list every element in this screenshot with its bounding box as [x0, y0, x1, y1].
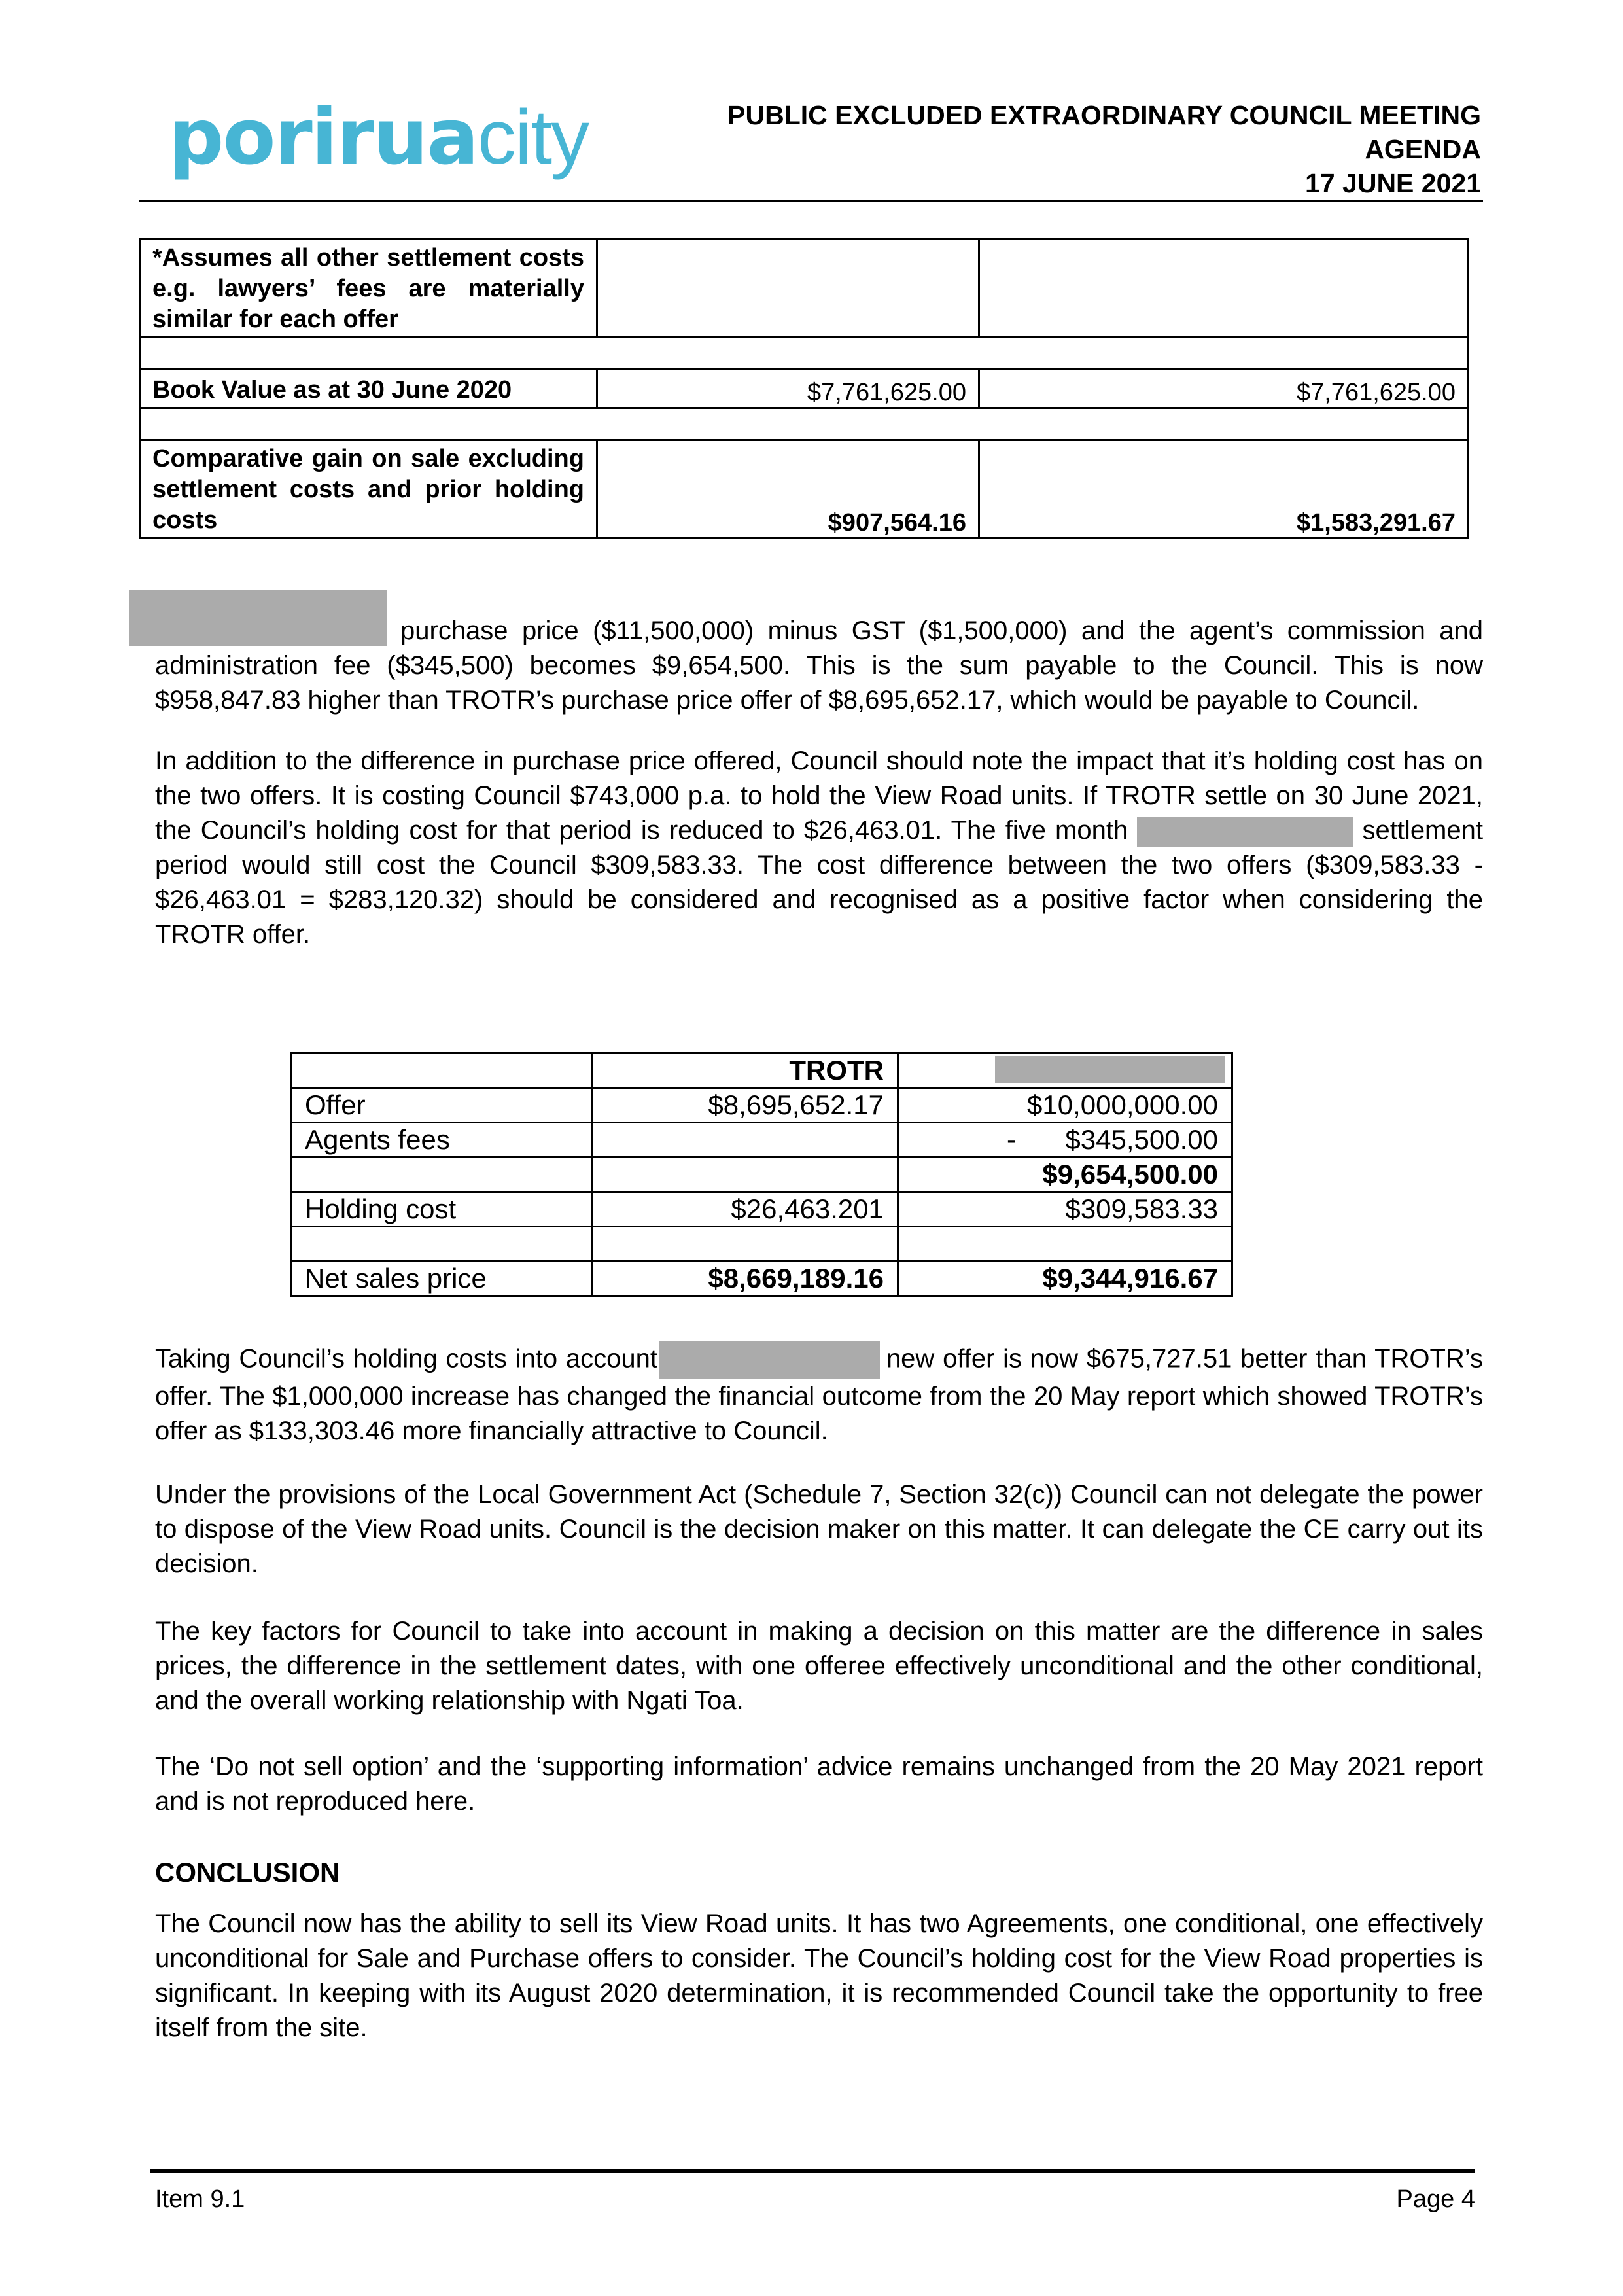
conclusion-heading: CONCLUSION — [155, 1857, 340, 1888]
redaction-block — [1137, 817, 1353, 847]
table-row-spacer — [140, 338, 1469, 370]
logo-bold-text: porirua — [169, 92, 478, 182]
comparative-gain-table — [139, 238, 1469, 539]
row-label-net-sales-price: Net sales price — [291, 1262, 593, 1296]
book-value-offer-1: $7,761,625.00 — [597, 370, 979, 408]
agenda-label: AGENDA — [1365, 134, 1481, 164]
book-value-label: Book Value as at 30 June 2020 — [140, 370, 597, 408]
paragraph-text: In addition to the difference in purchase price offered, Council should note the impact that it’s holding cost has on the two offers. It is costing Council $743,000 p.a. to hold the View Road units. If TROTR settle on 30 June 2021, the Council’s holding cost for that period is reduced to $26,463.01. The five month — [155, 747, 1483, 845]
agents-fees-value: $345,500.00 — [1065, 1124, 1218, 1155]
trotr-agents-fees — [593, 1123, 898, 1157]
paragraph-text: new offer is now $675,727.51 better than TROTR’s offer. The $1,000,000 increase has changed the financial outcome from the 20 May report which showed TROTR’s offer as $133,303.46 more financially attractive to Council. — [155, 1344, 1483, 1445]
comparative-gain-offer-2: $1,583,291.67 — [979, 440, 1469, 539]
spacer-cell — [140, 338, 1469, 370]
redaction-block — [659, 1341, 880, 1379]
logo-light-text: city — [478, 94, 589, 181]
table-header-row — [291, 1053, 1232, 1088]
footer-item-number: Item 9.1 — [155, 2185, 245, 2213]
redaction-block — [995, 1056, 1225, 1083]
comparative-gain-offer-1: $907,564.16 — [597, 440, 979, 539]
porirua-city-logo — [169, 92, 589, 182]
row-label-offer: Offer — [291, 1088, 593, 1123]
table-cell — [898, 1227, 1232, 1262]
table-row — [291, 1088, 1232, 1123]
table-cell — [593, 1227, 898, 1262]
header-trotr: TROTR — [593, 1053, 898, 1088]
minus-sign: - — [1007, 1124, 1016, 1155]
table-row-spacer — [140, 408, 1469, 440]
document-header-title — [727, 98, 1481, 200]
paragraph-local-government-act: Under the provisions of the Local Government Act (Schedule 7, Section 32(c)) Council can not delegate the power to dispose of the View Road units. Council is the decision maker on this matter. It can delegate the CE carry out its decision. — [155, 1480, 1483, 1578]
paragraph-text: Taking Council’s holding costs into account — [155, 1344, 657, 1373]
trotr-net-sales-price: $8,669,189.16 — [593, 1262, 898, 1296]
table-cell — [597, 239, 979, 338]
header-redacted-offeror — [898, 1053, 1232, 1088]
header-cell-empty — [291, 1053, 593, 1088]
row-label-holding-cost: Holding cost — [291, 1192, 593, 1227]
table-cell — [979, 239, 1469, 338]
other-agents-fees — [898, 1123, 1232, 1157]
assumption-note: *Assumes all other settlement costs e.g. lawyers’ fees are materially similar for each offer — [140, 239, 597, 338]
redaction-block — [129, 590, 387, 646]
paragraph-do-not-sell: The ‘Do not sell option’ and the ‘supporting information’ advice remains unchanged from the 20 May 2021 report and is not reproduced here. — [155, 1752, 1483, 1816]
row-label-empty — [291, 1227, 593, 1262]
paragraph-purchase-price — [155, 590, 1483, 718]
meeting-date: 17 JUNE 2021 — [1305, 168, 1481, 198]
table-row — [291, 1123, 1232, 1157]
footer-divider — [150, 2169, 1475, 2173]
header-divider — [139, 200, 1483, 202]
paragraph-text: purchase price ($11,500,000) minus GST ($1,500,000) and the agent’s commission and administration fee ($345,500) becomes $9,654,500. This is the sum payable to the Council. This is now $958,847.83 higher than TROTR’s purchase price offer of $8,695,652.17, which would be payable to Council. — [155, 616, 1483, 715]
table-row — [291, 1192, 1232, 1227]
paragraph-conclusion: The Council now has the ability to sell its View Road units. It has two Agreements, one conditional, one effectively unconditional for Sale and Purchase offers to consider. The Council’s holding cost for the View Road properties is significant. In keeping with its August 2020 determination, it is recommended Council take the opportunity to free itself from the site. — [155, 1909, 1483, 2042]
other-offer-value: $10,000,000.00 — [898, 1088, 1232, 1123]
trotr-holding-cost: $26,463.201 — [593, 1192, 898, 1227]
table-row — [140, 370, 1469, 408]
book-value-offer-2: $7,761,625.00 — [979, 370, 1469, 408]
meeting-title: PUBLIC EXCLUDED EXTRAORDINARY COUNCIL MEETING — [727, 100, 1481, 130]
row-label-agents-fees: Agents fees — [291, 1123, 593, 1157]
paragraph-net-difference — [155, 1341, 1483, 1449]
trotr-subtotal — [593, 1157, 898, 1192]
other-net-sales-price: $9,344,916.67 — [898, 1262, 1232, 1296]
comparative-gain-label: Comparative gain on sale excluding settlement costs and prior holding costs — [140, 440, 597, 539]
table-row — [140, 239, 1469, 338]
offer-comparison-table — [290, 1052, 1233, 1297]
paragraph-holding-cost — [155, 744, 1483, 952]
footer-page-number: Page 4 — [1396, 2185, 1475, 2213]
paragraph-key-factors: The key factors for Council to take into account in making a decision on this matter are the difference in sales prices, the difference in the settlement dates, with one offeree effectively unconditional and the other conditional, and the overall working relationship with Ngati Toa. — [155, 1617, 1483, 1715]
spacer-cell — [140, 408, 1469, 440]
row-label-empty — [291, 1157, 593, 1192]
paragraph-text: settlement period would still cost the Council $309,583.33. The cost difference between the two offers ($309,583.33 - $26,463.01 = $283,120.32) should be considered and recognised as a positive factor when considering the TROTR offer. — [155, 816, 1483, 949]
table-row — [291, 1157, 1232, 1192]
other-subtotal: $9,654,500.00 — [898, 1157, 1232, 1192]
table-row — [291, 1227, 1232, 1262]
table-row — [291, 1262, 1232, 1296]
other-holding-cost: $309,583.33 — [898, 1192, 1232, 1227]
trotr-offer-value: $8,695,652.17 — [593, 1088, 898, 1123]
table-row — [140, 440, 1469, 539]
